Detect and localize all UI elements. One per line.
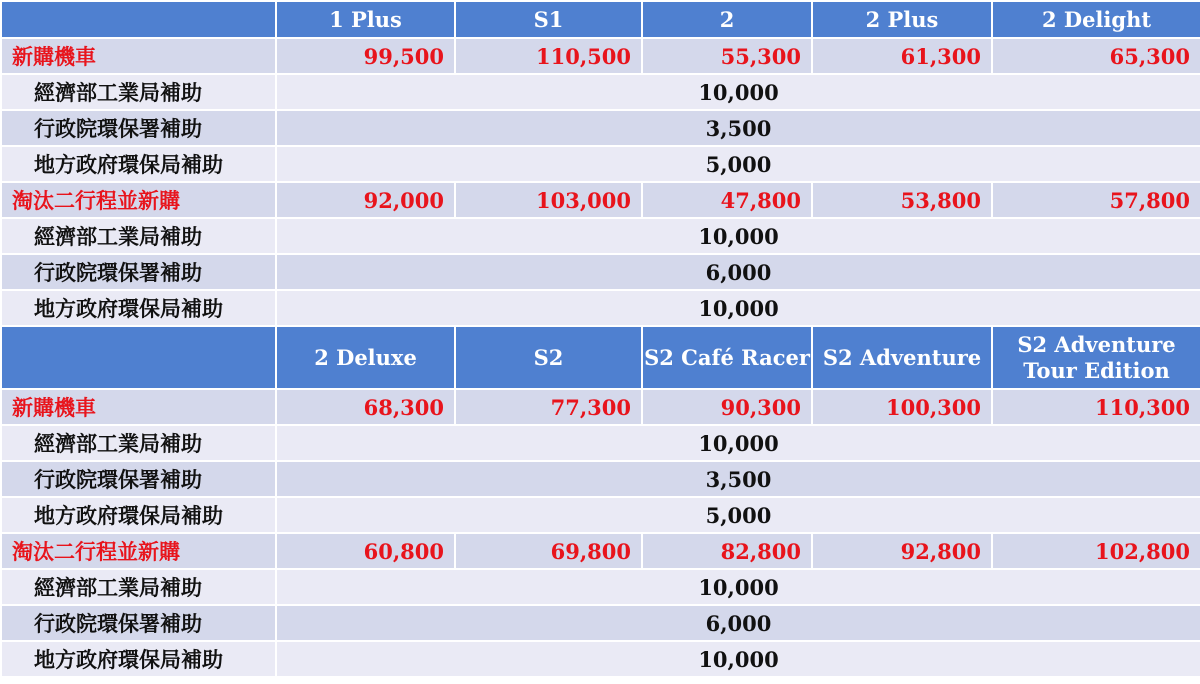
model-header: S2: [455, 326, 642, 389]
header-corner: [1, 1, 276, 38]
subsidy-row: [1, 74, 1200, 110]
subsidy-row: [1, 605, 1200, 641]
subsidy-value: 3,500: [276, 461, 1200, 497]
subsidy-label: 行政院環保署補助: [1, 461, 276, 497]
subsidy-value: 10,000: [276, 425, 1200, 461]
subsidy-value: 10,000: [276, 74, 1200, 110]
subsidy-row: [1, 290, 1200, 326]
subsidy-row: [1, 569, 1200, 605]
price-cell: 47,800: [642, 182, 812, 218]
subsidy-label: 行政院環保署補助: [1, 254, 276, 290]
subsidy-value: 6,000: [276, 605, 1200, 641]
subsidy-value: 10,000: [276, 641, 1200, 677]
price-cell: 90,300: [642, 389, 812, 425]
price-cell: 92,000: [276, 182, 455, 218]
subsidy-label: 經濟部工業局補助: [1, 569, 276, 605]
subsidy-row: [1, 461, 1200, 497]
category-label: 新購機車: [1, 389, 276, 425]
price-cell: 77,300: [455, 389, 642, 425]
price-cell: 55,300: [642, 38, 812, 74]
price-cell: 65,300: [992, 38, 1200, 74]
model-header: S2 Adventure: [812, 326, 992, 389]
price-cell: 53,800: [812, 182, 992, 218]
price-cell: 92,800: [812, 533, 992, 569]
subsidy-label: 行政院環保署補助: [1, 110, 276, 146]
subsidy-row: [1, 146, 1200, 182]
price-cell: 69,800: [455, 533, 642, 569]
subsidy-value: 5,000: [276, 146, 1200, 182]
header-corner: [1, 326, 276, 389]
subsidy-label: 行政院環保署補助: [1, 605, 276, 641]
model-header: S1: [455, 1, 642, 38]
price-cell: 110,500: [455, 38, 642, 74]
subsidy-row: [1, 218, 1200, 254]
new-purchase-row: [1, 38, 1200, 74]
subsidy-label: 地方政府環保局補助: [1, 290, 276, 326]
subsidy-value: 10,000: [276, 218, 1200, 254]
subsidy-label: 經濟部工業局補助: [1, 74, 276, 110]
subsidy-label: 經濟部工業局補助: [1, 425, 276, 461]
subsidy-row: [1, 641, 1200, 677]
header-row: [1, 1, 1200, 38]
price-cell: 99,500: [276, 38, 455, 74]
price-cell: 100,300: [812, 389, 992, 425]
price-cell: 82,800: [642, 533, 812, 569]
subsidy-value: 3,500: [276, 110, 1200, 146]
subsidy-value: 5,000: [276, 497, 1200, 533]
model-header: 2: [642, 1, 812, 38]
price-cell: 57,800: [992, 182, 1200, 218]
scrap-purchase-row: [1, 533, 1200, 569]
price-cell: 68,300: [276, 389, 455, 425]
price-cell: 110,300: [992, 389, 1200, 425]
subsidy-value: 6,000: [276, 254, 1200, 290]
category-label: 淘汰二行程並新購: [1, 182, 276, 218]
subsidy-row: [1, 425, 1200, 461]
category-label: 新購機車: [1, 38, 276, 74]
model-header: S2 Adventure Tour Edition: [992, 326, 1200, 389]
price-cell: 61,300: [812, 38, 992, 74]
category-label: 淘汰二行程並新購: [1, 533, 276, 569]
price-cell: 103,000: [455, 182, 642, 218]
subsidy-row: [1, 110, 1200, 146]
model-header: 2 Plus: [812, 1, 992, 38]
price-cell: 102,800: [992, 533, 1200, 569]
subsidy-label: 地方政府環保局補助: [1, 497, 276, 533]
model-header: 2 Delight: [992, 1, 1200, 38]
model-header: 2 Deluxe: [276, 326, 455, 389]
new-purchase-row: [1, 389, 1200, 425]
subsidy-label: 地方政府環保局補助: [1, 146, 276, 182]
subsidy-label: 地方政府環保局補助: [1, 641, 276, 677]
subsidy-value: 10,000: [276, 569, 1200, 605]
price-cell: 60,800: [276, 533, 455, 569]
header-row: [1, 326, 1200, 389]
model-header: S2 Café Racer: [642, 326, 812, 389]
subsidy-value: 10,000: [276, 290, 1200, 326]
model-header: 1 Plus: [276, 1, 455, 38]
subsidy-row: [1, 497, 1200, 533]
subsidy-label: 經濟部工業局補助: [1, 218, 276, 254]
scrap-purchase-row: [1, 182, 1200, 218]
subsidy-row: [1, 254, 1200, 290]
